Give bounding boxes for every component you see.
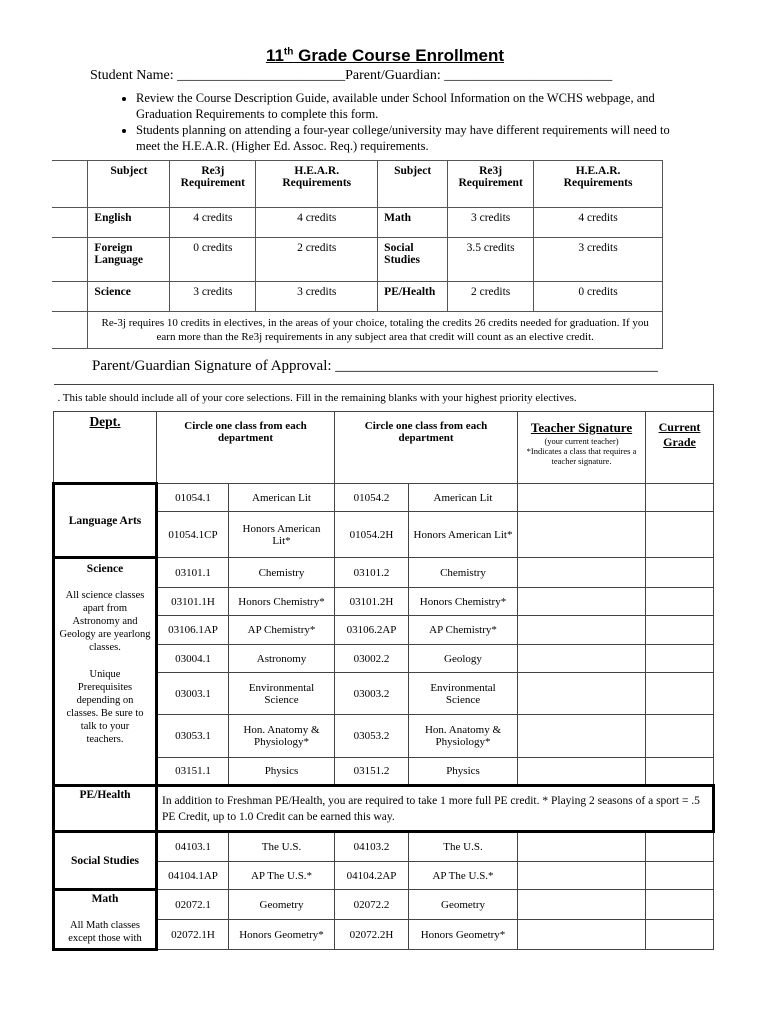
course-name[interactable]: Environmental Science	[229, 673, 335, 715]
course-name[interactable]: Geometry	[409, 890, 518, 920]
course-code[interactable]: 02072.2	[335, 890, 409, 920]
course-table	[52, 384, 715, 951]
dept-math-label: Math	[91, 893, 119, 905]
course-code[interactable]: 02072.1	[157, 890, 229, 920]
subject-cell: English	[88, 208, 170, 238]
course-code[interactable]: 01054.1	[157, 484, 229, 512]
requirements-table	[52, 160, 663, 349]
teacher-signature-cell[interactable]	[518, 673, 646, 715]
title-superscript: th	[283, 46, 294, 58]
math-note: All Math classes except those with	[68, 920, 142, 944]
credit-cell: 0 credits	[170, 238, 256, 282]
course-name[interactable]: AP Chemistry*	[409, 616, 518, 645]
teacher-note: *Indicates a class that requires a teacher signature.	[526, 446, 637, 466]
grade-cell[interactable]	[646, 616, 714, 645]
course-name[interactable]: Geology	[409, 645, 518, 673]
course-code[interactable]: 03002.2	[335, 645, 409, 673]
credit-cell: 2 credits	[448, 282, 534, 312]
course-code[interactable]: 04104.2AP	[335, 862, 409, 890]
name-line	[90, 68, 612, 84]
header-circle-1: Circle one class from each department	[157, 412, 335, 484]
grade-cell[interactable]	[646, 512, 714, 558]
course-name[interactable]: Honors American Lit*	[409, 512, 518, 558]
pe-health-note: In addition to Freshman PE/Health, you are required to take 1 more full PE credit. * Playing 2 seasons of a sport = .5 PE Credit, up to 1.0 Credit can be earned this way.	[157, 786, 714, 832]
credit-cell: 3 credits	[448, 208, 534, 238]
teacher-signature-cell[interactable]	[518, 558, 646, 588]
dept-pe-health: PE/Health	[54, 786, 157, 832]
course-code[interactable]: 03151.2	[335, 758, 409, 786]
student-name-field[interactable]: Student Name: ________________________	[90, 68, 346, 83]
table-row	[54, 558, 714, 588]
course-name[interactable]: AP The U.S.*	[409, 862, 518, 890]
course-code[interactable]: 03101.2H	[335, 588, 409, 616]
credit-cell: 2 credits	[256, 238, 378, 282]
teacher-signature-cell[interactable]	[518, 484, 646, 512]
signature-line[interactable]: Parent/Guardian Signature of Approval: ___________________________________________	[92, 358, 658, 374]
teacher-signature-cell[interactable]	[518, 890, 646, 920]
course-name[interactable]: Honors Chemistry*	[229, 588, 335, 616]
course-name[interactable]: Honors American Lit*	[229, 512, 335, 558]
course-header-row	[54, 412, 714, 484]
teacher-signature-cell[interactable]	[518, 512, 646, 558]
course-name[interactable]: AP The U.S.*	[229, 862, 335, 890]
course-code[interactable]: 03106.2AP	[335, 616, 409, 645]
course-code[interactable]: 03053.1	[157, 715, 229, 758]
grade-cell[interactable]	[646, 645, 714, 673]
teacher-signature-cell[interactable]	[518, 920, 646, 950]
credit-cell: 3 credits	[534, 238, 663, 282]
subject-cell: Social Studies	[378, 238, 448, 282]
teacher-signature-cell[interactable]	[518, 758, 646, 786]
header-subject: Subject	[378, 161, 448, 208]
requirements-header-row	[52, 161, 663, 208]
header-subject: Subject	[88, 161, 170, 208]
course-name[interactable]: The U.S.	[229, 832, 335, 862]
grade-cell[interactable]	[646, 484, 714, 512]
table-row	[54, 890, 714, 920]
teacher-signature-cell[interactable]	[518, 715, 646, 758]
course-code[interactable]: 01054.2	[335, 484, 409, 512]
instruction-item: • Review the Course Description Guide, available under School Information on the WCHS webpage, and Graduation Requirements to complete this form.	[136, 90, 696, 122]
course-code[interactable]: 04103.2	[335, 832, 409, 862]
course-name[interactable]: Chemistry	[229, 558, 335, 588]
subject-cell: PE/Health	[378, 282, 448, 312]
course-name[interactable]: Honors Geometry*	[409, 920, 518, 950]
grade-cell[interactable]	[646, 715, 714, 758]
table-row	[54, 484, 714, 512]
course-name[interactable]: American Lit	[229, 484, 335, 512]
teacher-signature-cell[interactable]	[518, 588, 646, 616]
course-code[interactable]: 03101.1H	[157, 588, 229, 616]
grade-cell[interactable]	[646, 920, 714, 950]
course-code[interactable]: 04103.1	[157, 832, 229, 862]
teacher-signature-label: Teacher Signature	[530, 420, 633, 435]
title-number: 11	[265, 46, 284, 65]
requirements-row	[52, 238, 663, 282]
course-code[interactable]: 03101.1	[157, 558, 229, 588]
credit-cell: 3.5 credits	[448, 238, 534, 282]
requirements-row	[52, 282, 663, 312]
header-re3j: Re3j Requirement	[170, 161, 256, 208]
instructions-list	[112, 90, 696, 154]
instruction-item: • Students planning on attending a four-year college/university may have different requirements will need to meet the H.E.A.R. (Higher Ed. Assoc. Req.) requirements.	[136, 122, 696, 154]
course-code[interactable]: 03106.1AP	[157, 616, 229, 645]
course-code[interactable]: 03003.2	[335, 673, 409, 715]
dept-math	[54, 890, 157, 950]
grade-cell[interactable]	[646, 673, 714, 715]
course-name[interactable]: Environmental Science	[409, 673, 518, 715]
course-code[interactable]: 03003.1	[157, 673, 229, 715]
table-instruction: . This table should include all of your core selections. Fill in the remaining blanks with your highest priority electives.	[54, 385, 714, 412]
course-name[interactable]: American Lit	[409, 484, 518, 512]
subject-cell: Science	[88, 282, 170, 312]
credit-cell: 3 credits	[256, 282, 378, 312]
teacher-signature-cell[interactable]	[518, 645, 646, 673]
credit-cell: 4 credits	[534, 208, 663, 238]
credit-cell: 4 credits	[256, 208, 378, 238]
grade-cell[interactable]	[646, 588, 714, 616]
table-row	[54, 832, 714, 862]
parent-guardian-field[interactable]: Parent/Guardian: ________________________	[345, 68, 613, 83]
header-re3j: Re3j Requirement	[448, 161, 534, 208]
credit-cell: 4 credits	[170, 208, 256, 238]
credit-cell: 3 credits	[170, 282, 256, 312]
grade-cell[interactable]	[646, 558, 714, 588]
course-name[interactable]: The U.S.	[409, 832, 518, 862]
header-dept: Dept.	[89, 414, 121, 429]
course-code[interactable]: 03004.1	[157, 645, 229, 673]
course-name[interactable]: AP Chemistry*	[229, 616, 335, 645]
credit-cell: 0 credits	[534, 282, 663, 312]
course-name[interactable]: Geometry	[229, 890, 335, 920]
page-title	[0, 46, 770, 66]
course-name[interactable]: Hon. Anatomy & Physiology*	[229, 715, 335, 758]
course-name[interactable]: Hon. Anatomy & Physiology*	[409, 715, 518, 758]
course-code[interactable]: 03151.1	[157, 758, 229, 786]
subject-cell: Foreign Language	[88, 238, 170, 282]
instruction-row	[54, 385, 714, 412]
dept-science	[54, 558, 157, 786]
header-hear: H.E.A.R. Requirements	[256, 161, 378, 208]
course-name[interactable]: Physics	[229, 758, 335, 786]
course-name[interactable]: Honors Chemistry*	[409, 588, 518, 616]
course-code[interactable]: 01054.1CP	[157, 512, 229, 558]
teacher-signature-cell[interactable]	[518, 862, 646, 890]
course-code[interactable]: 03101.2	[335, 558, 409, 588]
teacher-signature-cell[interactable]	[518, 832, 646, 862]
science-note: Unique Prerequisites depending on classes. Be sure to talk to your teachers.	[66, 669, 144, 745]
science-note: All science classes apart from Astronomy and Geology are yearlong classes.	[59, 590, 151, 653]
course-code[interactable]: 04104.1AP	[157, 862, 229, 890]
course-code[interactable]: 03053.2	[335, 715, 409, 758]
dept-social-studies: Social Studies	[54, 832, 157, 890]
dept-language-arts: Language Arts	[54, 484, 157, 558]
header-circle-2: Circle one class from each department	[335, 412, 518, 484]
teacher-note: (your current teacher)	[544, 436, 619, 446]
grade-cell[interactable]	[646, 832, 714, 862]
header-current-grade: Current Grade	[646, 412, 714, 484]
grade-cell[interactable]	[646, 890, 714, 920]
subject-cell: Math	[378, 208, 448, 238]
course-code[interactable]: 02072.1H	[157, 920, 229, 950]
course-code[interactable]: 01054.2H	[335, 512, 409, 558]
course-name[interactable]: Honors Geometry*	[229, 920, 335, 950]
header-teacher-signature	[518, 412, 646, 484]
header-hear: H.E.A.R. Requirements	[534, 161, 663, 208]
requirements-note-row	[52, 312, 663, 349]
dept-science-label: Science	[86, 563, 124, 575]
table-row	[54, 786, 714, 832]
course-name[interactable]: Astronomy	[229, 645, 335, 673]
grade-cell[interactable]	[646, 758, 714, 786]
grade-cell[interactable]	[646, 862, 714, 890]
course-name[interactable]: Physics	[409, 758, 518, 786]
course-name[interactable]: Chemistry	[409, 558, 518, 588]
teacher-signature-cell[interactable]	[518, 616, 646, 645]
requirements-row	[52, 208, 663, 238]
elective-note: Re-3j requires 10 credits in electives, in the areas of your choice, totaling the credits 26 credits needed for graduation. If you earn more than the Re3j requirements in any subject area that credit will count as an elective credit.	[88, 312, 663, 349]
course-code[interactable]: 02072.2H	[335, 920, 409, 950]
title-text: Grade Course Enrollment	[293, 46, 505, 65]
